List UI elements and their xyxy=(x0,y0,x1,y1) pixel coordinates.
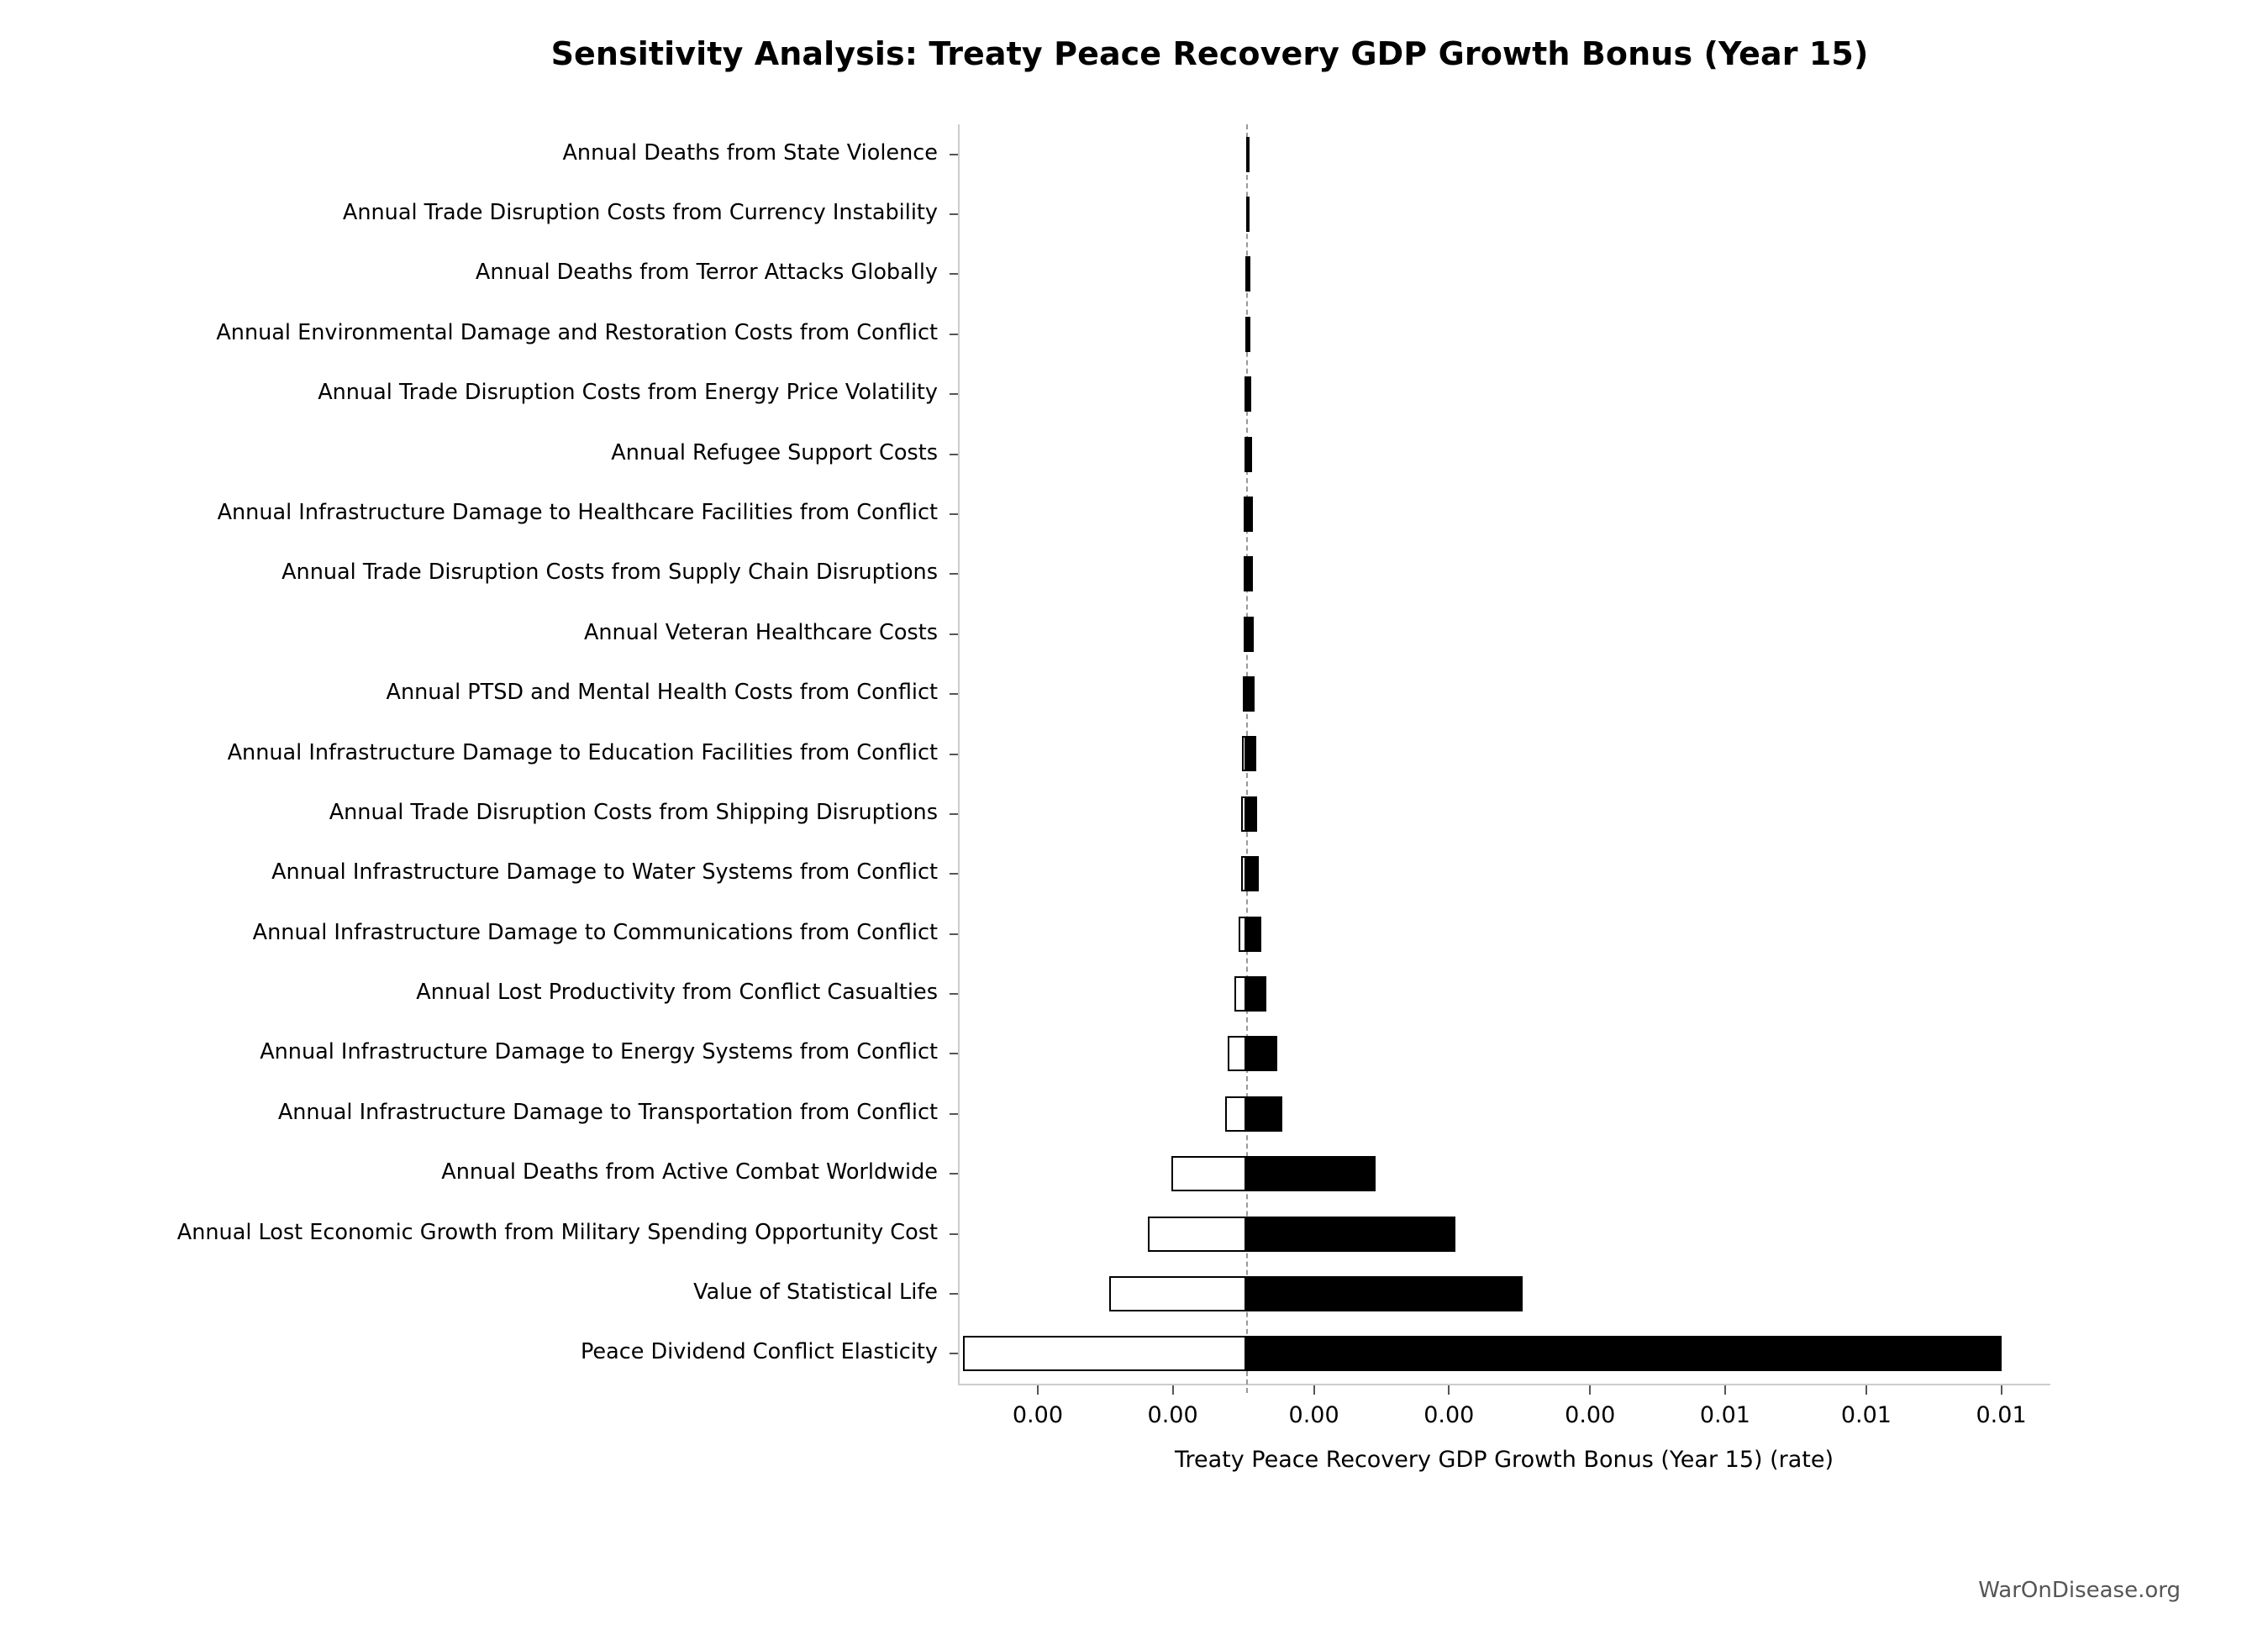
x-tick-mark xyxy=(1313,1385,1315,1395)
bar-row xyxy=(958,784,2050,844)
bar-row xyxy=(958,244,2050,304)
y-tick-mark xyxy=(950,1293,958,1295)
y-tick-label: Annual Deaths from Terror Attacks Globally xyxy=(475,260,938,286)
y-tick-mark xyxy=(950,573,958,575)
bar-low xyxy=(1241,856,1247,891)
y-tick-label: Annual Trade Disruption Costs from Energy Price Volatility xyxy=(318,380,938,406)
bar-high xyxy=(1246,917,1261,952)
bar-high xyxy=(1246,1096,1281,1132)
bar-high xyxy=(1246,1156,1375,1191)
bar-row xyxy=(958,664,2050,723)
y-tick-mark xyxy=(950,1113,958,1115)
y-tick-mark xyxy=(950,1053,958,1054)
y-tick-mark xyxy=(950,754,958,755)
bar-high xyxy=(1246,437,1252,472)
bar-low xyxy=(1171,1156,1246,1191)
y-tick-label: Annual Lost Economic Growth from Military Spending Opportunity Cost xyxy=(176,1219,938,1245)
x-tick-label: 0.01 xyxy=(1976,1402,2027,1428)
bar-high xyxy=(1246,976,1266,1012)
watermark: WarOnDisease.org xyxy=(1978,1578,2181,1603)
bar-row xyxy=(958,424,2050,484)
bar-row xyxy=(958,604,2050,664)
bar-high xyxy=(1246,676,1255,712)
bar-high xyxy=(1246,796,1257,832)
y-tick-mark xyxy=(950,334,958,335)
x-axis-line xyxy=(958,1384,2050,1385)
x-tick-label: 0.00 xyxy=(1423,1402,1475,1428)
bar-row xyxy=(958,365,2050,424)
x-tick-label: 0.00 xyxy=(1288,1402,1339,1428)
y-tick-label: Annual Environmental Damage and Restoration Costs from Conflict xyxy=(216,319,938,345)
bar-low xyxy=(1234,976,1246,1012)
x-tick-label: 0.01 xyxy=(1699,1402,1750,1428)
bar-row xyxy=(958,844,2050,904)
bar-low xyxy=(1228,1036,1246,1071)
y-tick-label: Annual PTSD and Mental Health Costs from Conflict xyxy=(386,680,938,706)
plot-area xyxy=(958,124,2050,1384)
x-tick-mark xyxy=(2001,1385,2002,1395)
y-tick-label: Annual Infrastructure Damage to Energy Systems from Conflict xyxy=(260,1039,938,1065)
y-tick-label: Value of Statistical Life xyxy=(693,1279,938,1305)
bar-row xyxy=(958,964,2050,1023)
bar-row xyxy=(958,184,2050,244)
y-tick-label: Peace Dividend Conflict Elasticity xyxy=(580,1339,938,1365)
y-tick-label: Annual Veteran Healthcare Costs xyxy=(583,619,938,645)
bar-low xyxy=(963,1336,1246,1371)
bar-row xyxy=(958,724,2050,784)
bar-high xyxy=(1246,856,1259,891)
y-tick-mark xyxy=(950,454,958,455)
bar-row xyxy=(958,304,2050,364)
y-tick-mark xyxy=(950,213,958,215)
y-tick-label: Annual Infrastructure Damage to Communications from Conflict xyxy=(252,919,938,945)
bar-high xyxy=(1246,137,1250,172)
bar-row xyxy=(958,484,2050,544)
bar-low xyxy=(1148,1217,1247,1252)
x-tick-mark xyxy=(1037,1385,1039,1395)
y-tick-label: Annual Lost Productivity from Conflict Casualties xyxy=(416,980,938,1006)
y-tick-label: Annual Infrastructure Damage to Education Facilities from Conflict xyxy=(227,739,938,765)
bar-high xyxy=(1246,197,1250,232)
y-tick-label: Annual Infrastructure Damage to Healthcare Facilities from Conflict xyxy=(217,499,938,525)
x-tick-mark xyxy=(1172,1385,1174,1395)
y-tick-label: Annual Deaths from Active Combat Worldwide xyxy=(441,1159,938,1185)
bar-high xyxy=(1246,1276,1523,1311)
bar-row xyxy=(958,124,2050,184)
x-tick-label: 0.00 xyxy=(1565,1402,1616,1428)
bar-high xyxy=(1246,1336,2001,1371)
y-tick-mark xyxy=(950,933,958,935)
y-tick-mark xyxy=(950,993,958,995)
x-tick-mark xyxy=(1724,1385,1726,1395)
y-tick-mark xyxy=(950,813,958,815)
bar-high xyxy=(1246,1036,1277,1071)
y-tick-label: Annual Trade Disruption Costs from Supply Chain Disruptions xyxy=(282,560,938,586)
bar-low xyxy=(1225,1096,1247,1132)
bar-row xyxy=(958,1084,2050,1143)
bar-row xyxy=(958,1324,2050,1384)
bar-low xyxy=(1109,1276,1246,1311)
y-tick-mark xyxy=(950,1353,958,1354)
y-tick-mark xyxy=(950,1173,958,1175)
y-tick-label: Annual Trade Disruption Costs from Shipping Disruptions xyxy=(329,799,938,825)
y-tick-mark xyxy=(950,513,958,515)
y-tick-mark xyxy=(950,1233,958,1235)
bar-high xyxy=(1246,556,1253,591)
bar-high xyxy=(1246,376,1251,412)
page-title: Sensitivity Analysis: Treaty Peace Recovery GDP Growth Bonus (Year 15) xyxy=(550,35,1869,72)
y-tick-mark xyxy=(950,633,958,635)
y-tick-label: Annual Deaths from State Violence xyxy=(562,139,938,166)
bar-row xyxy=(958,1024,2050,1084)
bar-high xyxy=(1246,1217,1455,1252)
y-tick-label: Annual Trade Disruption Costs from Currency Instability xyxy=(342,200,938,226)
bar-row xyxy=(958,904,2050,964)
bar-row xyxy=(958,1264,2050,1323)
bar-high xyxy=(1246,617,1254,652)
y-tick-label: Annual Infrastructure Damage to Water Systems from Conflict xyxy=(271,859,938,886)
bar-high xyxy=(1246,256,1250,292)
bar-low xyxy=(1239,917,1246,952)
y-tick-mark xyxy=(950,154,958,155)
x-tick-mark xyxy=(1589,1385,1591,1395)
y-tick-label: Annual Infrastructure Damage to Transportation from Conflict xyxy=(277,1099,938,1125)
y-tick-label: Annual Refugee Support Costs xyxy=(611,439,938,465)
bar-row xyxy=(958,1204,2050,1264)
x-axis-label: Treaty Peace Recovery GDP Growth Bonus (Year 15) (rate) xyxy=(1174,1447,1834,1473)
y-tick-mark xyxy=(950,273,958,275)
x-tick-label: 0.00 xyxy=(1012,1402,1063,1428)
bar-high xyxy=(1246,497,1252,532)
bar-high xyxy=(1246,317,1250,352)
y-tick-mark xyxy=(950,693,958,695)
x-tick-mark xyxy=(1448,1385,1450,1395)
x-tick-label: 0.00 xyxy=(1147,1402,1198,1428)
bar-high xyxy=(1246,736,1256,771)
x-tick-mark xyxy=(1865,1385,1867,1395)
bar-row xyxy=(958,1143,2050,1203)
y-tick-mark xyxy=(950,873,958,875)
x-tick-label: 0.01 xyxy=(1840,1402,1892,1428)
bar-row xyxy=(958,544,2050,604)
y-tick-mark xyxy=(950,393,958,395)
